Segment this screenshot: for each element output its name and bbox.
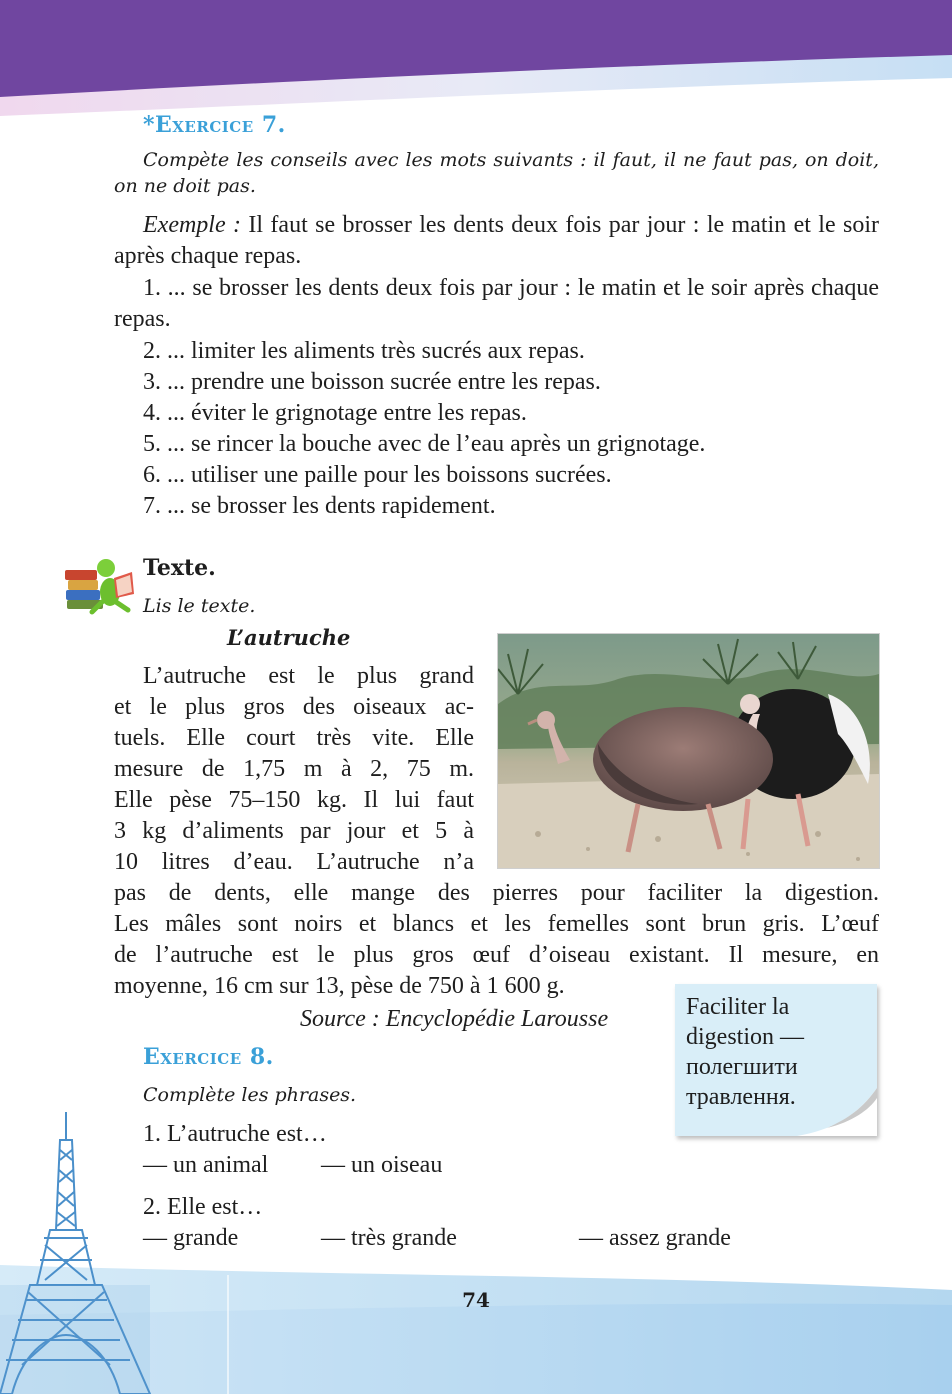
example-label: Exemple : [143,212,241,238]
exercise-8-option: — un oiseau [321,1152,443,1178]
exercise-8-option: — grande [143,1225,239,1251]
exercise-word: Exercice [143,1044,242,1070]
exercise-8-option: — très grande [321,1225,457,1251]
exercise-8-title [143,1044,274,1070]
text-line: L’autruche est le plus grand [143,663,474,689]
text-line: 10 litres d’eau. L’autruche n’a [114,849,474,875]
page-curl-icon [797,1088,877,1136]
text-line: Les mâles sont noirs et blancs et les femelles sont brun gris. L’œuf [114,911,879,937]
exercise-number: 7. [261,112,286,138]
note-text: Faciliter la digestion — полегшити травлення. [686,994,804,1110]
text-source: Source : Encyclopédie Larousse [300,1006,609,1032]
text-line: mesure de 1,75 m à 2, 75 m. [114,756,474,782]
example-text: Il faut se brosser les dents deux fois par jour : le matin et le soir après chaque repas. [114,212,880,269]
exercise-7-instruction: Compète les conseils avec les mots suivants : il faut, il ne faut pas, on doit, on ne doit pas. [114,149,879,197]
eiffel-tower-icon [0,1110,180,1394]
text-line: 3 kg d’aliments par jour et 5 à [114,818,474,844]
ostrich-photo [497,633,880,869]
text-line: Elle pèse 75–150 kg. Il lui faut [114,787,474,813]
exercise-8-option: — un animal [143,1152,269,1178]
exercise-7-item-6: 6. ... utiliser une paille pour les boissons sucrées. [143,462,612,488]
page-number: 74 [462,1288,490,1312]
text-last-line: moyenne, 16 cm sur 13, pèse de 750 à 1 600 g. [114,973,565,999]
exercise-7-item-3: 3. ... prendre une boisson sucrée entre les repas. [143,369,601,395]
text-line: pas de dents, elle mange des pierres pour faciliter la digestion. [114,880,879,906]
top-decorative-band [0,0,952,120]
text-line: et le plus gros des oiseaux ac- [114,694,474,720]
text-instruction: Lis le texte. [143,595,256,617]
exercise-7-item-7: 7. ... se brosser les dents rapidement. [143,493,496,519]
vocabulary-note [675,984,877,1136]
exercise-8-option: — assez grande [579,1225,731,1251]
exercise-7-example [114,210,879,272]
exercise-7-item-2: 2. ... limiter les aliments très sucrés aux repas. [143,338,585,364]
exercise-7-item-1: 1. ... se brosser les dents deux fois par jour : le matin et le soir après chaque repas. [114,275,879,332]
text-title: L’autruche [227,625,351,650]
exercise-7-title [143,112,286,138]
exercise-8-question-1: 1. L’autruche est… [143,1121,327,1147]
exercise-number: 8. [249,1044,274,1070]
exercise-7-item-5: 5. ... se rincer la bouche avec de l’eau après un grignotage. [143,431,706,457]
reading-books-icon [62,556,138,616]
exercise-star: * [143,112,156,138]
exercise-7-item-4: 4. ... éviter le grignotage entre les repas. [143,400,527,426]
exercise-8-question-2: 2. Elle est… [143,1194,263,1220]
exercise-word: Exercice [155,112,254,138]
text-line: de l’autruche est le plus gros œuf d’oiseau existant. Il mesure, en [114,942,879,968]
exercise-8-instruction: Complète les phrases. [143,1084,357,1106]
text-line: tuels. Elle court très vite. Elle [114,725,474,751]
text-heading: Texte. [143,555,216,581]
